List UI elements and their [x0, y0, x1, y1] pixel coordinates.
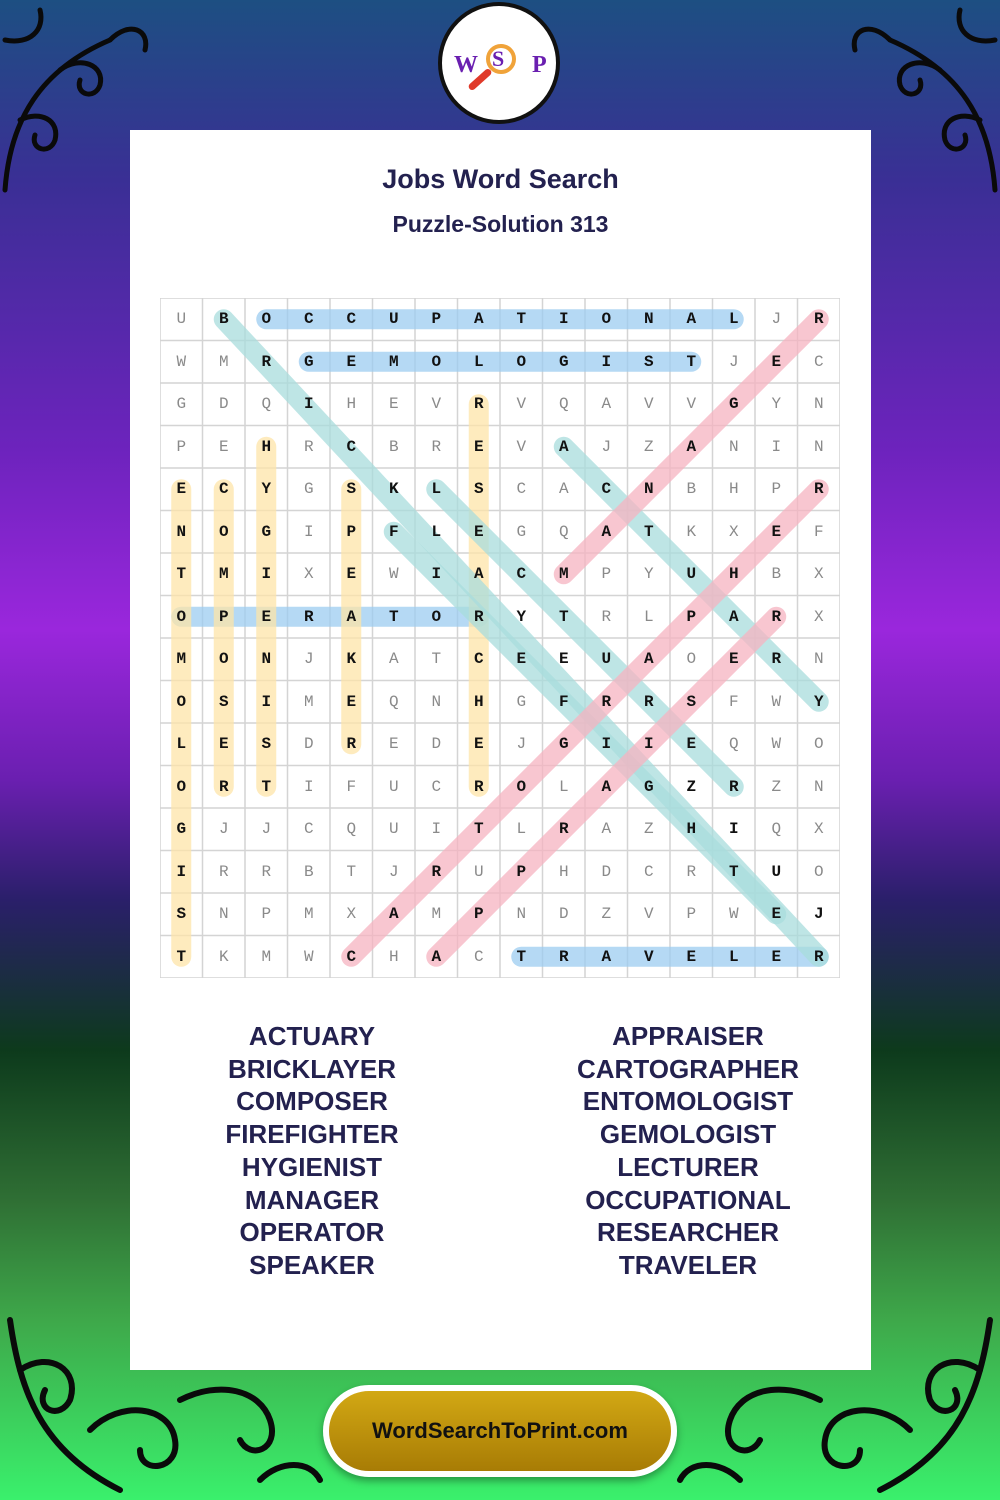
grid-cell[interactable]: G	[176, 395, 187, 414]
grid-cell[interactable]: O	[516, 777, 527, 796]
grid-cell[interactable]: A	[431, 947, 442, 966]
grid-cell[interactable]: U	[601, 650, 612, 669]
grid-cell[interactable]: O	[686, 650, 697, 669]
grid-cell[interactable]: H	[261, 437, 272, 456]
grid-cell[interactable]: E	[346, 692, 357, 711]
grid-cell[interactable]: T	[346, 862, 357, 881]
grid-cell[interactable]: I	[176, 862, 187, 881]
grid-cell[interactable]: E	[686, 735, 697, 754]
word-list-item: BRICKLAYER	[227, 1053, 397, 1084]
grid-cell[interactable]: P	[516, 862, 527, 881]
grid-cell[interactable]: J	[771, 310, 782, 329]
grid-cell[interactable]: R	[558, 820, 569, 839]
grid-cell[interactable]: G	[261, 522, 272, 541]
grid-cell[interactable]: A	[346, 607, 357, 626]
grid-cell[interactable]: R	[601, 692, 612, 711]
grid-cell[interactable]: L	[728, 947, 739, 966]
grid-cell[interactable]: M	[261, 947, 272, 966]
grid-cell[interactable]: R	[303, 607, 314, 626]
grid-cell[interactable]: V	[643, 947, 654, 966]
grid-cell[interactable]: Z	[771, 777, 782, 796]
grid-cell[interactable]: C	[218, 480, 229, 499]
grid-cell[interactable]: K	[686, 522, 697, 541]
grid-cell[interactable]: C	[643, 862, 654, 881]
word-list-item: GEMOLOGIST	[599, 1119, 777, 1150]
grid-cell[interactable]: P	[346, 522, 357, 541]
grid-cell[interactable]: N	[218, 905, 229, 924]
grid-cell[interactable]: E	[388, 735, 399, 754]
grid-cell[interactable]: S	[218, 692, 229, 711]
grid-cell[interactable]: K	[388, 480, 399, 499]
word-list-item: ACTUARY	[248, 1021, 376, 1051]
grid-cell[interactable]: X	[813, 820, 824, 839]
grid-cell[interactable]: C	[601, 480, 612, 499]
grid-cell[interactable]: N	[261, 650, 272, 669]
grid-cell[interactable]: R	[771, 607, 782, 626]
grid-cell[interactable]: A	[473, 565, 484, 584]
word-list-item: APPRAISER	[612, 1021, 764, 1051]
grid-cell[interactable]: R	[558, 947, 569, 966]
grid-cell[interactable]: Y	[771, 395, 782, 414]
grid-cell[interactable]: I	[261, 692, 272, 711]
grid-cell[interactable]: U	[771, 862, 782, 881]
grid-cell[interactable]: T	[516, 947, 527, 966]
grid-cell[interactable]: P	[218, 607, 229, 626]
grid-cell[interactable]: H	[558, 862, 569, 881]
grid-cell[interactable]: Q	[558, 522, 569, 541]
grid-cell[interactable]: G	[558, 352, 569, 371]
grid-cell[interactable]: A	[643, 650, 654, 669]
grid-cell[interactable]: T	[176, 565, 187, 584]
grid-cell[interactable]: A	[388, 650, 399, 669]
grid-cell[interactable]: M	[218, 352, 229, 371]
grid-cell[interactable]: T	[431, 650, 442, 669]
grid-cell[interactable]: C	[346, 437, 357, 456]
grid-cell[interactable]: R	[431, 862, 442, 881]
grid-cell[interactable]: P	[261, 905, 272, 924]
grid-cell[interactable]: L	[473, 352, 484, 371]
grid-cell[interactable]: Y	[643, 565, 654, 584]
grid-cell[interactable]: X	[346, 905, 357, 924]
grid-cell[interactable]: S	[643, 352, 654, 371]
grid-cell[interactable]: Z	[643, 820, 654, 839]
grid-cell[interactable]: S	[686, 692, 697, 711]
grid-cell[interactable]: J	[303, 650, 314, 669]
grid-cell[interactable]: P	[686, 607, 697, 626]
grid-cell[interactable]: Q	[728, 735, 739, 754]
grid-cell[interactable]: R	[813, 310, 824, 329]
grid-cell[interactable]: C	[431, 777, 442, 796]
page-subtitle: Puzzle-Solution 313	[392, 211, 609, 237]
word-list-item: COMPOSER	[236, 1086, 388, 1117]
grid-cell[interactable]: G	[176, 820, 187, 839]
grid-cell[interactable]: I	[303, 395, 314, 414]
grid-cell[interactable]: I	[601, 735, 612, 754]
grid-cell[interactable]: N	[643, 310, 654, 329]
grid-cell[interactable]: A	[686, 437, 697, 456]
grid-cell[interactable]: W	[176, 352, 187, 371]
grid-cell[interactable]: U	[473, 862, 484, 881]
grid-cell[interactable]: X	[813, 565, 824, 584]
grid-cell[interactable]: A	[601, 947, 612, 966]
grid-cell[interactable]: D	[218, 395, 229, 414]
grid-cell[interactable]: P	[473, 905, 484, 924]
grid-cell[interactable]: R	[686, 862, 697, 881]
grid-cell[interactable]: N	[813, 777, 824, 796]
grid-cell[interactable]: N	[516, 905, 527, 924]
grid-cell[interactable]: M	[558, 565, 569, 584]
grid-cell[interactable]: L	[431, 522, 442, 541]
grid-cell[interactable]: V	[643, 905, 654, 924]
site-link-button[interactable]	[323, 1385, 677, 1477]
grid-cell[interactable]: R	[643, 692, 654, 711]
grid-cell[interactable]: T	[176, 947, 187, 966]
grid-cell[interactable]: I	[431, 565, 442, 584]
grid-cell[interactable]: R	[261, 862, 272, 881]
grid-cell[interactable]: T	[516, 310, 527, 329]
grid-cell[interactable]: D	[601, 862, 612, 881]
grid-cell[interactable]: N	[431, 692, 442, 711]
grid-cell[interactable]: N	[813, 437, 824, 456]
grid-cell[interactable]: I	[558, 310, 569, 329]
grid-cell[interactable]: Z	[686, 777, 697, 796]
grid-cell[interactable]: J	[728, 352, 739, 371]
grid-cell[interactable]: O	[431, 352, 442, 371]
grid-cell[interactable]: E	[516, 650, 527, 669]
word-list-left	[162, 1020, 462, 1282]
grid-cell[interactable]: R	[473, 607, 484, 626]
grid-cell[interactable]: S	[346, 480, 357, 499]
grid-cell[interactable]: T	[728, 862, 739, 881]
word-list-item: RESEARCHER	[596, 1217, 780, 1248]
grid-cell[interactable]: C	[473, 650, 484, 669]
grid-cell[interactable]: W	[771, 692, 782, 711]
site-logo[interactable]	[438, 2, 560, 124]
grid-cell[interactable]: X	[728, 522, 739, 541]
grid-cell[interactable]: R	[261, 352, 272, 371]
grid-cell[interactable]: A	[558, 437, 569, 456]
grid-cell[interactable]: Q	[346, 820, 357, 839]
grid-cell[interactable]: E	[473, 437, 484, 456]
grid-cell[interactable]: C	[516, 480, 527, 499]
grid-cell[interactable]: F	[813, 522, 824, 541]
grid-cell[interactable]: E	[771, 947, 782, 966]
grid-cell[interactable]: N	[813, 650, 824, 669]
grid-cell[interactable]: G	[643, 777, 654, 796]
grid-cell[interactable]: R	[473, 777, 484, 796]
grid-cell[interactable]: T	[558, 607, 569, 626]
grid-cell[interactable]: N	[643, 480, 654, 499]
grid-cell[interactable]: Y	[516, 607, 527, 626]
grid-cell[interactable]: I	[261, 565, 272, 584]
grid-cell[interactable]: E	[218, 735, 229, 754]
grid-cell[interactable]: F	[728, 692, 739, 711]
grid-cell[interactable]: O	[813, 735, 824, 754]
logo-letter-s: S	[492, 46, 505, 71]
logo-letter-w: W	[454, 52, 478, 78]
grid-cell[interactable]: W	[728, 905, 739, 924]
grid-cell[interactable]: D	[303, 735, 314, 754]
site-link-label: WordSearchToPrint.com	[372, 1418, 628, 1443]
grid-cell[interactable]: G	[303, 480, 314, 499]
grid-cell[interactable]: E	[771, 352, 782, 371]
word-list-item: LECTURER	[617, 1151, 759, 1182]
grid-cell[interactable]: J	[261, 820, 272, 839]
grid-cell[interactable]: S	[176, 905, 187, 924]
grid-cell[interactable]: J	[388, 862, 399, 881]
grid-cell[interactable]: R	[303, 437, 314, 456]
grid-cell[interactable]: H	[686, 820, 697, 839]
grid-cell[interactable]: C	[473, 947, 484, 966]
page-title: Jobs Word Search	[382, 164, 619, 194]
grid-cell[interactable]: G	[728, 395, 739, 414]
grid-cell[interactable]: N	[813, 395, 824, 414]
grid-cell[interactable]: D	[558, 905, 569, 924]
grid-cell[interactable]: R	[771, 650, 782, 669]
grid-cell[interactable]: E	[686, 947, 697, 966]
grid-cell[interactable]: E	[388, 395, 399, 414]
grid-cell[interactable]: E	[473, 735, 484, 754]
logo-letter-p: P	[532, 52, 547, 78]
grid-cell[interactable]: L	[431, 480, 442, 499]
grid-cell[interactable]: K	[346, 650, 357, 669]
grid-cell[interactable]: A	[686, 310, 697, 329]
grid-cell[interactable]: J	[218, 820, 229, 839]
grid-cell[interactable]: W	[771, 735, 782, 754]
grid-cell[interactable]: R	[218, 862, 229, 881]
grid-cell[interactable]: E	[261, 607, 272, 626]
grid-cell[interactable]: C	[516, 565, 527, 584]
grid-cell[interactable]: O	[176, 777, 187, 796]
word-list-item: MANAGER	[244, 1184, 380, 1215]
grid-cell[interactable]: V	[516, 437, 527, 456]
grid-cell[interactable]: O	[516, 352, 527, 371]
grid-cell[interactable]: C	[303, 310, 314, 329]
grid-cell[interactable]: C	[303, 820, 314, 839]
word-list-item: CARTOGRAPHER	[577, 1053, 799, 1084]
grid-cell[interactable]: I	[303, 777, 314, 796]
grid-cell[interactable]: R	[813, 947, 824, 966]
grid-cell[interactable]: C	[346, 310, 357, 329]
grid-cell[interactable]: T	[473, 820, 484, 839]
grid-cell[interactable]: M	[388, 352, 399, 371]
grid-cell[interactable]: O	[176, 692, 187, 711]
grid-cell[interactable]: P	[431, 310, 442, 329]
grid-cell[interactable]: C	[813, 352, 824, 371]
grid-cell[interactable]: R	[431, 437, 442, 456]
grid-cell[interactable]: H	[728, 480, 739, 499]
word-list-item: TRAVELER	[618, 1249, 758, 1280]
grid-cell[interactable]: E	[218, 437, 229, 456]
grid-cell[interactable]: U	[388, 777, 399, 796]
word-list-item: OCCUPATIONAL	[585, 1184, 791, 1215]
grid-cell[interactable]: O	[176, 607, 187, 626]
grid-cell[interactable]: P	[601, 565, 612, 584]
grid-cell[interactable]: I	[771, 437, 782, 456]
grid-cell[interactable]: E	[346, 352, 357, 371]
grid-cell[interactable]: I	[431, 820, 442, 839]
grid-cell[interactable]: R	[346, 735, 357, 754]
grid-cell[interactable]: R	[473, 395, 484, 414]
grid-cell[interactable]: V	[516, 395, 527, 414]
grid-cell[interactable]: O	[813, 862, 824, 881]
word-list-item: FIREFIGHTER	[225, 1119, 399, 1150]
grid-cell[interactable]: Z	[601, 905, 612, 924]
grid-cell[interactable]: M	[303, 692, 314, 711]
grid-cell[interactable]: U	[388, 310, 399, 329]
grid-cell[interactable]: U	[176, 310, 187, 329]
grid-cell[interactable]: G	[516, 522, 527, 541]
grid-cell[interactable]: T	[388, 607, 399, 626]
grid-cell[interactable]: H	[346, 395, 357, 414]
word-list-item: ENTOMOLOGIST	[582, 1086, 794, 1117]
grid-cell[interactable]: J	[813, 905, 824, 924]
grid-cell[interactable]: E	[771, 905, 782, 924]
grid-cell[interactable]: P	[771, 480, 782, 499]
grid-cell[interactable]: T	[686, 352, 697, 371]
grid-cell[interactable]: B	[388, 437, 399, 456]
grid-cell[interactable]: J	[601, 437, 612, 456]
grid-cell[interactable]: L	[516, 820, 527, 839]
grid-cell[interactable]: C	[346, 947, 357, 966]
grid-cell[interactable]: Z	[643, 437, 654, 456]
grid-cell[interactable]: B	[303, 862, 314, 881]
grid-cell[interactable]: F	[388, 522, 399, 541]
grid-cell[interactable]: O	[431, 607, 442, 626]
grid-cell[interactable]: I	[643, 735, 654, 754]
grid-cell[interactable]: O	[261, 310, 272, 329]
grid-cell[interactable]: X	[303, 565, 314, 584]
grid-cell[interactable]: E	[176, 480, 187, 499]
grid-cell[interactable]: H	[728, 565, 739, 584]
grid-cell[interactable]: I	[601, 352, 612, 371]
grid-cell[interactable]: U	[686, 565, 697, 584]
grid-cell[interactable]: E	[558, 650, 569, 669]
grid-cell[interactable]: N	[728, 437, 739, 456]
grid-cell[interactable]: S	[261, 735, 272, 754]
grid-cell[interactable]: I	[728, 820, 739, 839]
word-search-grid	[160, 298, 840, 978]
grid-cell[interactable]: O	[218, 522, 229, 541]
grid-cell[interactable]: A	[558, 480, 569, 499]
grid-cell[interactable]: A	[728, 607, 739, 626]
grid-cell[interactable]: R	[218, 777, 229, 796]
grid-cell[interactable]: Q	[558, 395, 569, 414]
grid-cell[interactable]: M	[218, 565, 229, 584]
grid-cell[interactable]: L	[176, 735, 187, 754]
grid-cell[interactable]: A	[388, 905, 399, 924]
grid-cell[interactable]: O	[601, 310, 612, 329]
grid-cell[interactable]: N	[176, 522, 187, 541]
grid-cell[interactable]: E	[771, 522, 782, 541]
grid-cell[interactable]: G	[558, 735, 569, 754]
grid-cell[interactable]: Q	[261, 395, 272, 414]
grid-cell[interactable]: X	[813, 607, 824, 626]
grid-cell[interactable]: M	[176, 650, 187, 669]
word-list-item: HYGIENIST	[241, 1151, 383, 1182]
grid-cell[interactable]: L	[643, 607, 654, 626]
grid-cell[interactable]: W	[303, 947, 314, 966]
grid-cell[interactable]: R	[813, 480, 824, 499]
grid-cell[interactable]: E	[346, 565, 357, 584]
grid-cell[interactable]: D	[431, 735, 442, 754]
grid-cell[interactable]: H	[388, 947, 399, 966]
grid-cell[interactable]: J	[516, 735, 527, 754]
grid-cell[interactable]: M	[303, 905, 314, 924]
grid-cell[interactable]: A	[601, 395, 612, 414]
grid-cell[interactable]: E	[473, 522, 484, 541]
grid-cell[interactable]: A	[601, 820, 612, 839]
grid-cell[interactable]: M	[431, 905, 442, 924]
grid-cell[interactable]: T	[261, 777, 272, 796]
grid-cell[interactable]: G	[303, 352, 314, 371]
word-list-item: SPEAKER	[249, 1249, 375, 1280]
grid-cell[interactable]: A	[473, 310, 484, 329]
grid-cell[interactable]: B	[218, 310, 229, 329]
grid-cell[interactable]: R	[728, 777, 739, 796]
grid-cell[interactable]: K	[218, 947, 229, 966]
grid-cell[interactable]: B	[686, 480, 697, 499]
grid-cell[interactable]: H	[473, 692, 484, 711]
grid-cell[interactable]: F	[346, 777, 357, 796]
grid-cell[interactable]: W	[388, 565, 399, 584]
grid-cell[interactable]: R	[601, 607, 612, 626]
word-list-item: OPERATOR	[239, 1217, 385, 1248]
grid-cell[interactable]: S	[473, 480, 484, 499]
grid-cell[interactable]: O	[218, 650, 229, 669]
grid-cell[interactable]: L	[728, 310, 739, 329]
grid-cell[interactable]: Y	[261, 480, 272, 499]
grid-cell[interactable]: V	[686, 395, 697, 414]
grid-cell[interactable]: F	[558, 692, 569, 711]
grid-cell[interactable]: I	[303, 522, 314, 541]
grid-cell[interactable]: Q	[771, 820, 782, 839]
grid-cell[interactable]: A	[601, 777, 612, 796]
word-list-right	[538, 1020, 838, 1282]
grid-cell[interactable]: V	[431, 395, 442, 414]
grid-cell[interactable]: E	[728, 650, 739, 669]
grid-cell[interactable]: P	[176, 437, 187, 456]
grid-cell[interactable]: Q	[388, 692, 399, 711]
grid-cell[interactable]: A	[601, 522, 612, 541]
grid-cell[interactable]: L	[558, 777, 569, 796]
grid-cell[interactable]: T	[643, 522, 654, 541]
grid-cell[interactable]: G	[516, 692, 527, 711]
grid-cell[interactable]: V	[643, 395, 654, 414]
grid-cell[interactable]: B	[771, 565, 782, 584]
grid-cell[interactable]: U	[388, 820, 399, 839]
grid-cell[interactable]: Y	[813, 692, 824, 711]
grid-cell[interactable]: P	[686, 905, 697, 924]
